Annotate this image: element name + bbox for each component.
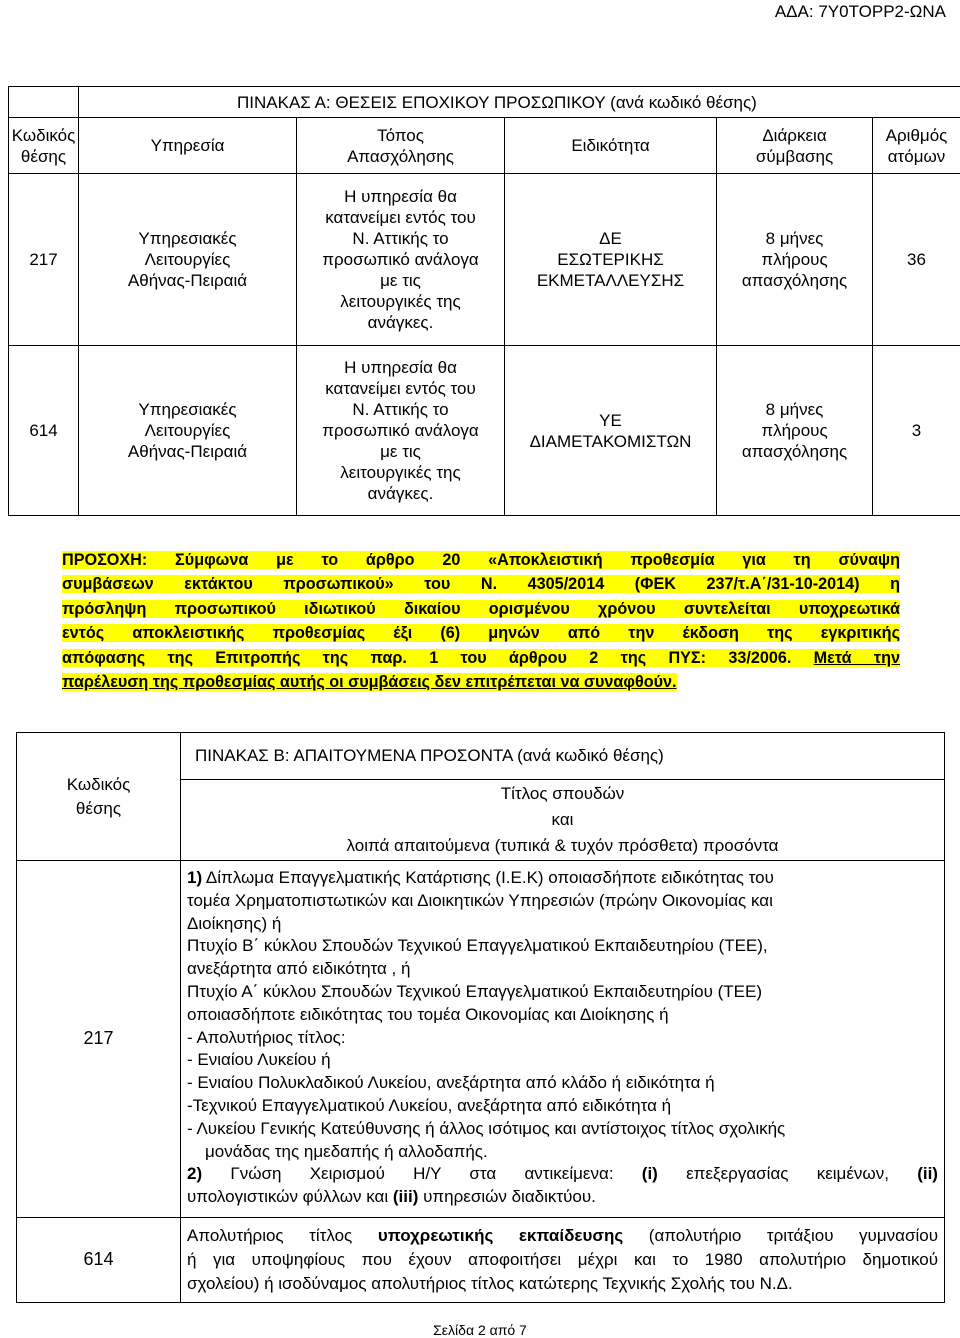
row-code: 614	[9, 346, 79, 516]
row-count: 36	[873, 174, 960, 346]
page-footer: Σελίδα 2 από 7	[433, 1322, 527, 1338]
row-qualifications: Απολυτήριος τίτλος υποχρεωτικής εκπαίδευσης (απολυτήριο τριτάξιου γυμνασίου ή για υποψηφίους που έχουν αποφοιτήσει μέχρι και το 1980 απολυτήριο δημοτικού σχολείου) ή ισοδύναμος απολυτήριος τίτλος κατώτερης Τεχνικής Σχολής του Ν.Δ.	[181, 1217, 945, 1302]
row-specialty: ΔΕ ΕΣΩΤΕΡΙΚΗΣ ΕΚΜΕΤΑΛΛΕΥΣΗΣ	[505, 174, 717, 346]
table-row	[9, 174, 960, 346]
header-qualifications: Τίτλος σπουδών και λοιπά απαιτούμενα (τυπικά & τυχόν πρόσθετα) προσόντα	[181, 780, 945, 861]
row-code: 217	[9, 174, 79, 346]
header-specialty: Ειδικότητα	[505, 118, 717, 174]
notice-underlined: Μετά την	[813, 648, 900, 667]
table-row	[9, 346, 960, 516]
row-service: Υπηρεσιακές Λειτουργίες Αθήνας-Πειραιά	[79, 346, 297, 516]
header-place: Τόπος Απασχόλησης	[297, 118, 505, 174]
row-count: 3	[873, 346, 960, 516]
table-b	[16, 732, 945, 1303]
ada-code: ΑΔΑ: 7Υ0ΤΟΡΡ2-ΩΝΑ	[774, 2, 946, 21]
header-code: Κωδικός θέσης	[9, 118, 79, 174]
header-code: Κωδικός θέσης	[17, 733, 181, 861]
table-row	[17, 861, 945, 1218]
notice-underlined: παρέλευση της προθεσμίας αυτής οι συμβάσεις δεν επιτρέπεται να συναφθούν.	[62, 673, 677, 692]
row-place: Η υπηρεσία θα κατανείμει εντός του Ν. Αττικής το προσωπικό ανάλογα με τις λειτουργικές της ανάγκες.	[297, 346, 505, 516]
table-a	[8, 86, 960, 516]
row-duration: 8 μήνες πλήρους απασχόλησης	[717, 174, 873, 346]
header-count: Αριθμός ατόμων	[873, 118, 960, 174]
row-code: 614	[17, 1217, 181, 1302]
row-qualifications: 1) Δίπλωμα Επαγγελματικής Κατάρτισης (Ι.Ε.Κ) οποιασδήποτε ειδικότητας του τομέα Χρηματοπιστωτικών και Διοικητικών Υπηρεσιών (πρώην Οικονομίας και Διοίκησης) ή Πτυχίο Β΄ κύκλου Σπουδών Τεχνικού Επαγγελματικού Εκπαιδευτηρίου (ΤΕΕ), ανεξάρτητα από ειδικότητα , ή Πτυχίο Α΄ κύκλου Σπουδών Τεχνικού Επαγγελματικού Εκπαιδευτηρίου (ΤΕΕ) οποιασδήποτε ειδικότητας του τομέα Οικονομίας και Διοίκησης ή - Απολυτήριος τίτλος: - Ενιαίου Λυκείου ή - Ενιαίου Πολυκλαδικού Λυκείου, ανεξάρτητα από κλάδο ή ειδικότητα ή -Τεχνικού Επαγγελματικού Λυκείου, ανεξάρτητα από ειδικότητα ή - Λυκείου Γενικής Κατεύθυνσης ή άλλος ισότιμος και αντίστοιχος τίτλος σχολικής μονάδας της ημεδαπής ή αλλοδαπής. 2) Γνώση Χειρισμού Η/Υ στα αντικείμενα: (i) επεξεργασίας κειμένων, (ii) υπολογιστικών φύλλων και (iii) υπηρεσιών διαδικτύου.	[181, 861, 945, 1218]
row-code: 217	[17, 861, 181, 1218]
table-row	[17, 1217, 945, 1302]
header-duration: Διάρκεια σύμβασης	[717, 118, 873, 174]
row-specialty: ΥΕ ΔΙΑΜΕΤΑΚΟΜΙΣΤΩΝ	[505, 346, 717, 516]
table-b-title: ΠΙΝΑΚΑΣ Β: ΑΠΑΙΤΟΥΜΕΝΑ ΠΡΟΣΟΝΤΑ (ανά κωδικό θέσης)	[181, 733, 945, 780]
row-place: Η υπηρεσία θα κατανείμει εντός του Ν. Αττικής το προσωπικό ανάλογα με τις λειτουργικές της ανάγκες.	[297, 174, 505, 346]
table-a-title: ΠΙΝΑΚΑΣ Α: ΘΕΣΕΙΣ ΕΠΟΧΙΚΟΥ ΠΡΟΣΩΠΙΚΟΥ (ανά κωδικό θέσης)	[79, 87, 960, 118]
header-service: Υπηρεσία	[79, 118, 297, 174]
notice-paragraph: ΠΡΟΣΟΧΗ: Σύμφωνα με το άρθρο 20 «Αποκλειστική προθεσμία για τη σύναψη συμβάσεων εκτάκτου προσωπικού» του Ν. 4305/2014 (ΦΕΚ 237/τ.Α΄/31-10-2014) η πρόσληψη προσωπικού ιδιωτικού δικαίου ορισμένου χρόνου συντελείται υποχρεωτικά εντός αποκλειστικής προθεσμίας έξι (6) μηνών από την έκδοση της εγκριτικής απόφασης της Επιτροπής της παρ. 1 του άρθρου 2 της ΠΥΣ: 33/2006. Μετά την παρέλευση της προθεσμίας αυτής οι συμβάσεις δεν επιτρέπεται να συναφθούν.	[62, 551, 900, 692]
row-service: Υπηρεσιακές Λειτουργίες Αθήνας-Πειραιά	[79, 174, 297, 346]
row-duration: 8 μήνες πλήρους απασχόλησης	[717, 346, 873, 516]
